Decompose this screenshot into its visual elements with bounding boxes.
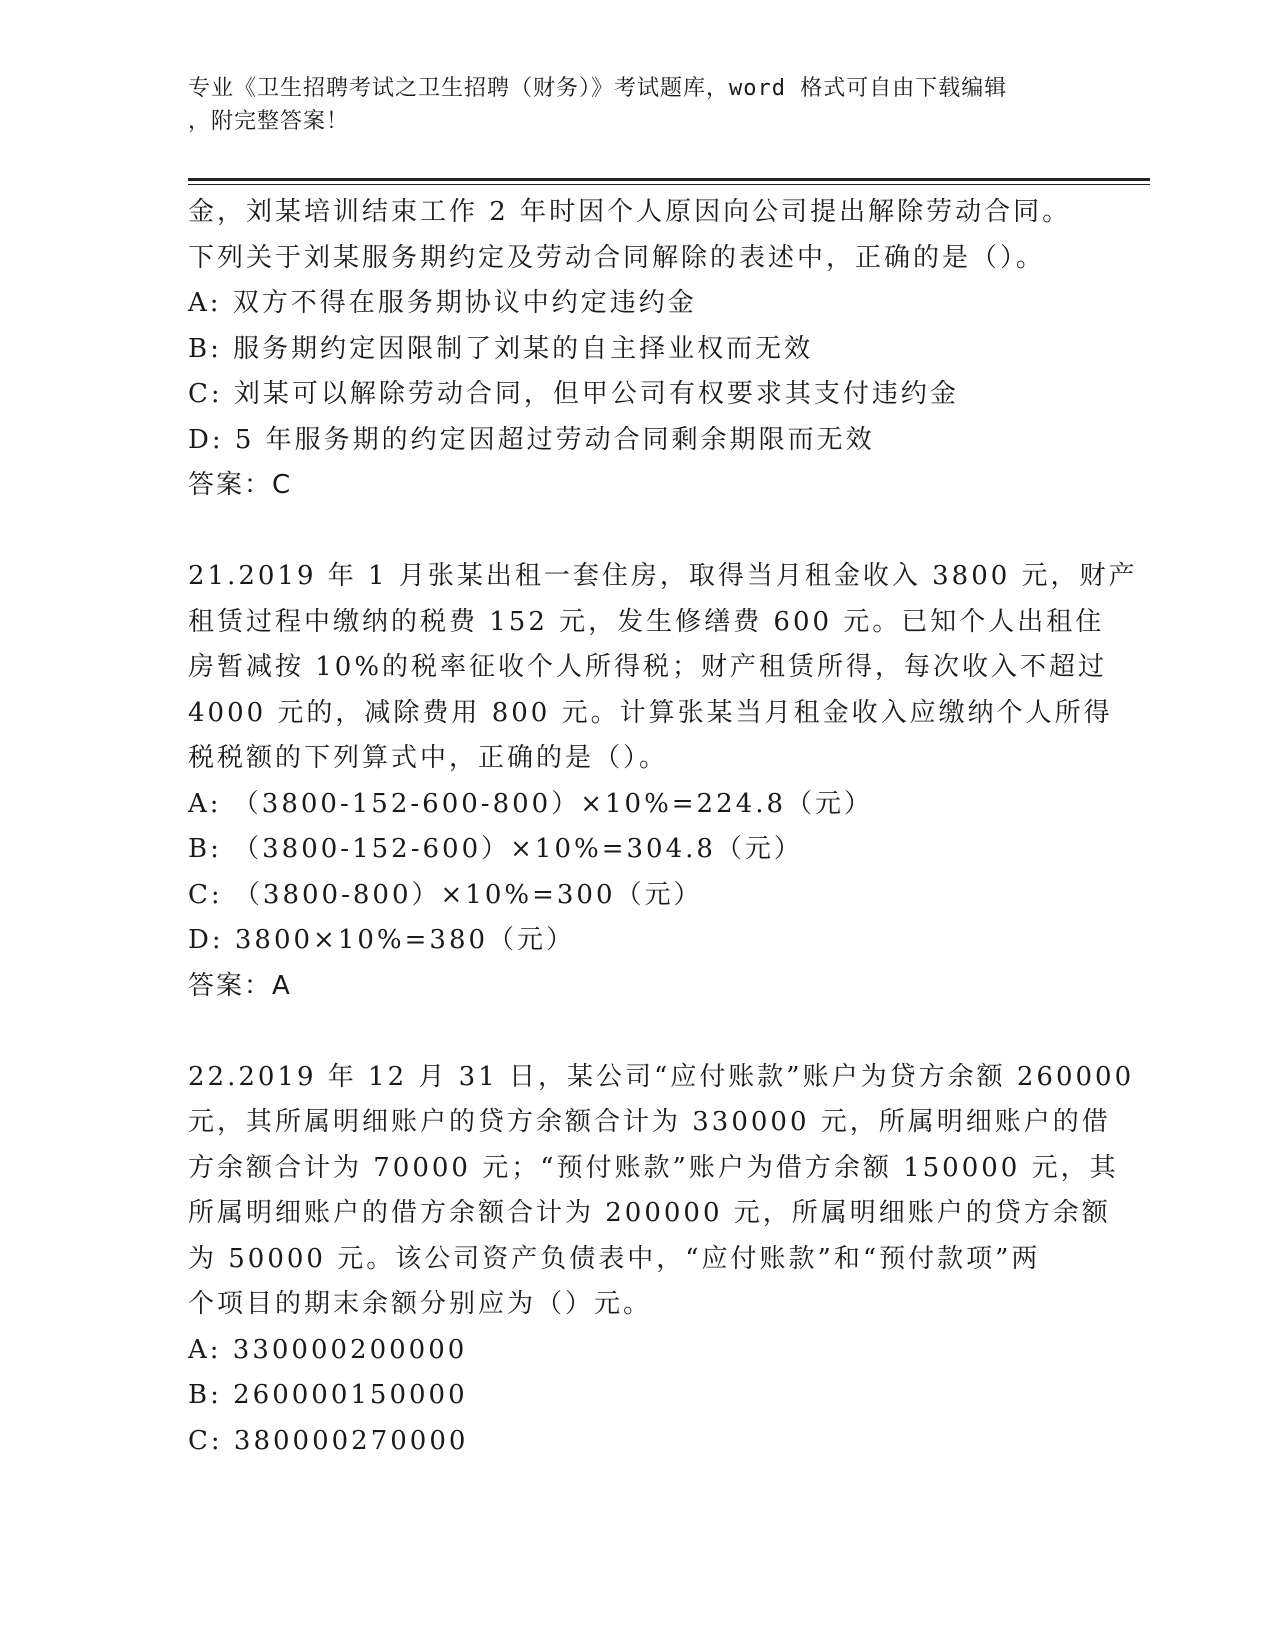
option-a: A: （3800-152-600-800）×10%=224.8（元）: [188, 788, 873, 819]
header-line-1: 专业《卫生招聘考试之卫生招聘（财务）》考试题库，word 格式可自由下载编辑: [188, 76, 1008, 101]
question-stem-line: 元，其所属明细账户的贷方余额合计为 330000 元，所属明细账户的借: [188, 1107, 1111, 1137]
spacer: [188, 509, 1088, 555]
question-stem-line: 租赁过程中缴纳的税费 152 元，发生修缮费 600 元。已知个人出租住: [188, 606, 1105, 637]
question-stem-line: 个项目的期末余额分别应为（）元。: [188, 1289, 653, 1319]
answer: 答案：A: [188, 970, 292, 1001]
question-stem-line: 方余额合计为 70000 元；“预付账款”账户为借方余额 150000 元，其: [188, 1152, 1119, 1183]
question-stem-line: 22.2019 年 12 月 31 日，某公司“应付账款”账户为贷方余额 260000: [188, 1061, 1135, 1092]
option-c: C: 刘某可以解除劳动合同，但甲公司有权要求其支付违约金: [188, 379, 959, 409]
question-stem-line: 下列关于刘某服务期约定及劳动合同解除的表述中，正确的是（）。: [188, 242, 1046, 273]
question-stem-line: 房暂减按 10%的税率征收个人所得税；财产租赁所得，每次收入不超过: [188, 652, 1108, 682]
question-stem-line: 所属明细账户的借方余额合计为 200000 元，所属明细账户的贷方余额: [188, 1198, 1111, 1228]
question-22: [188, 1055, 1135, 1465]
option-d: D: 5 年服务期的约定因超过劳动合同剩余期限而无效: [188, 424, 875, 455]
option-b: B: （3800-152-600）×10%=304.8（元）: [188, 834, 803, 864]
option-a: A: 双方不得在服务期协议中约定违约金: [188, 288, 697, 318]
option-c: C: （3800-800）×10%=300（元）: [188, 879, 703, 910]
question-stem-line: 金，刘某培训结束工作 2 年时因个人原因向公司提出解除劳动合同。: [188, 197, 1072, 227]
question-stem-line: 21.2019 年 1 月张某出租一套住房，取得当月租金收入 3800 元，财产: [188, 561, 1138, 591]
header-rule-thin: [188, 184, 1150, 185]
option-d: D: 3800×10%=380（元）: [188, 925, 576, 955]
question-21: [188, 554, 1138, 1009]
document-body: [188, 190, 1138, 1464]
question-20: [188, 190, 1088, 509]
answer: 答案：C: [188, 470, 293, 500]
question-stem-line: 4000 元的，减除费用 800 元。计算张某当月租金收入应缴纳个人所得: [188, 697, 1113, 728]
header-rule-thick: [188, 178, 1150, 181]
option-a: A: 330000200000: [188, 1334, 468, 1365]
header-line-2: ，附完整答案！: [188, 109, 350, 134]
question-stem-line: 税税额的下列算式中，正确的是（）。: [188, 743, 669, 773]
option-b: B: 服务期约定因限制了刘某的自主择业权而无效: [188, 333, 814, 364]
option-c: C: 380000270000: [188, 1425, 469, 1456]
question-stem-line: 为 50000 元。该公司资产负债表中，“应付账款”和“预付款项”两: [188, 1243, 1041, 1274]
option-b: B: 260000150000: [188, 1380, 468, 1410]
page-header: [188, 72, 1068, 138]
spacer: [188, 1009, 1088, 1055]
